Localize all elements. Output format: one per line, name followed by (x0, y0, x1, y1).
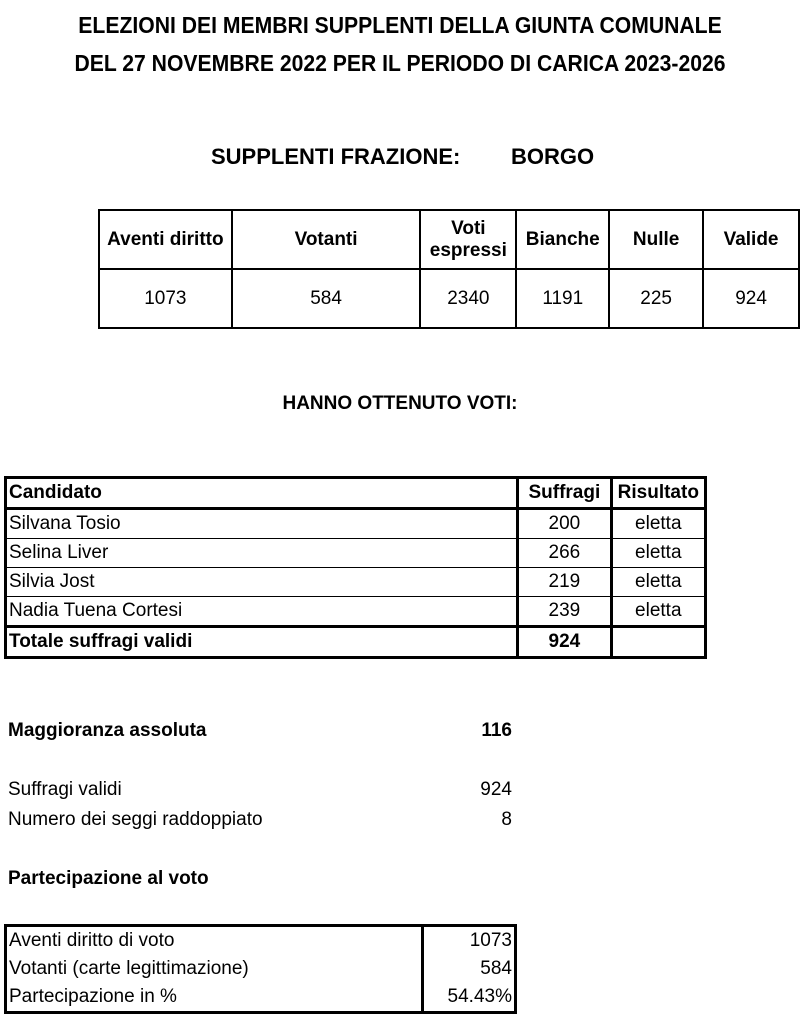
total-row (6, 627, 706, 658)
header-nulle: Nulle (609, 210, 703, 269)
header-bianche: Bianche (516, 210, 609, 269)
table-row (6, 539, 706, 568)
candidates-table (4, 476, 707, 659)
participation-label: Partecipazione in % (9, 986, 177, 1007)
candidate-votes: 200 (518, 509, 611, 539)
participation-label: Votanti (carte legittimazione) (9, 958, 249, 979)
participation-value: 54.43% (423, 983, 516, 1013)
participation-table (4, 924, 517, 1014)
header-votanti: Votanti (232, 210, 421, 269)
subtitle-label: SUPPLENTI FRAZIONE: (211, 144, 461, 169)
majority-value: 116 (481, 720, 512, 741)
header-suffragi: Suffragi (518, 478, 611, 509)
header-voti-espressi (420, 210, 516, 269)
candidate-votes: 266 (518, 539, 611, 568)
page-title-line-2: DEL 27 NOVEMBRE 2022 PER IL PERIODO DI CARICA 2023-2026 (74, 50, 726, 76)
participation-value: 584 (423, 955, 516, 983)
total-result (611, 627, 705, 658)
value-aventi-diritto: 1073 (99, 269, 232, 328)
value-bianche: 1191 (516, 269, 609, 328)
total-label: Totale suffragi validi (6, 627, 518, 658)
participation-value: 1073 (423, 926, 516, 956)
value-nulle: 225 (609, 269, 703, 328)
value-valide: 924 (703, 269, 799, 328)
header-valide: Valide (703, 210, 799, 269)
candidate-result: eletta (611, 539, 705, 568)
seats-label: Numero dei seggi raddoppiato (8, 809, 263, 830)
section-title: HANNO OTTENUTO VOTI: (282, 393, 518, 414)
summary-header-row (99, 210, 799, 269)
candidate-name: Silvia Jost (6, 568, 518, 597)
valid-votes-label: Suffragi validi (8, 779, 122, 800)
candidate-result: eletta (611, 568, 705, 597)
table-row (6, 568, 706, 597)
header-candidato: Candidato (6, 478, 518, 509)
header-risultato: Risultato (611, 478, 705, 509)
summary-values-row (99, 269, 799, 328)
participation-title: Partecipazione al voto (8, 868, 209, 889)
candidate-name: Silvana Tosio (6, 509, 518, 539)
participation-label: Aventi diritto di voto (9, 930, 175, 951)
candidate-name: Selina Liver (6, 539, 518, 568)
table-row (6, 926, 516, 956)
valid-votes-value: 924 (480, 779, 512, 800)
candidate-result: eletta (611, 597, 705, 627)
total-votes: 924 (518, 627, 611, 658)
header-voti-line-2: espressi (429, 239, 507, 261)
value-votanti: 584 (232, 269, 421, 328)
candidate-result: eletta (611, 509, 705, 539)
header-aventi-diritto: Aventi diritto (99, 210, 232, 269)
majority-label: Maggioranza assoluta (8, 720, 207, 741)
candidate-votes: 219 (518, 568, 611, 597)
results-summary-table (98, 209, 800, 329)
candidate-votes: 239 (518, 597, 611, 627)
table-row (6, 509, 706, 539)
page-title-line-1: ELEZIONI DEI MEMBRI SUPPLENTI DELLA GIUNTA COMUNALE (78, 12, 722, 38)
candidate-name: Nadia Tuena Cortesi (6, 597, 518, 627)
table-row (6, 597, 706, 627)
table-row (6, 983, 516, 1013)
value-voti-espressi: 2340 (420, 269, 516, 328)
header-voti-line-1: Voti (451, 217, 486, 239)
seats-value: 8 (501, 809, 512, 830)
candidates-header-row (6, 478, 706, 509)
table-row (6, 955, 516, 983)
subtitle-value: BORGO (511, 144, 595, 169)
